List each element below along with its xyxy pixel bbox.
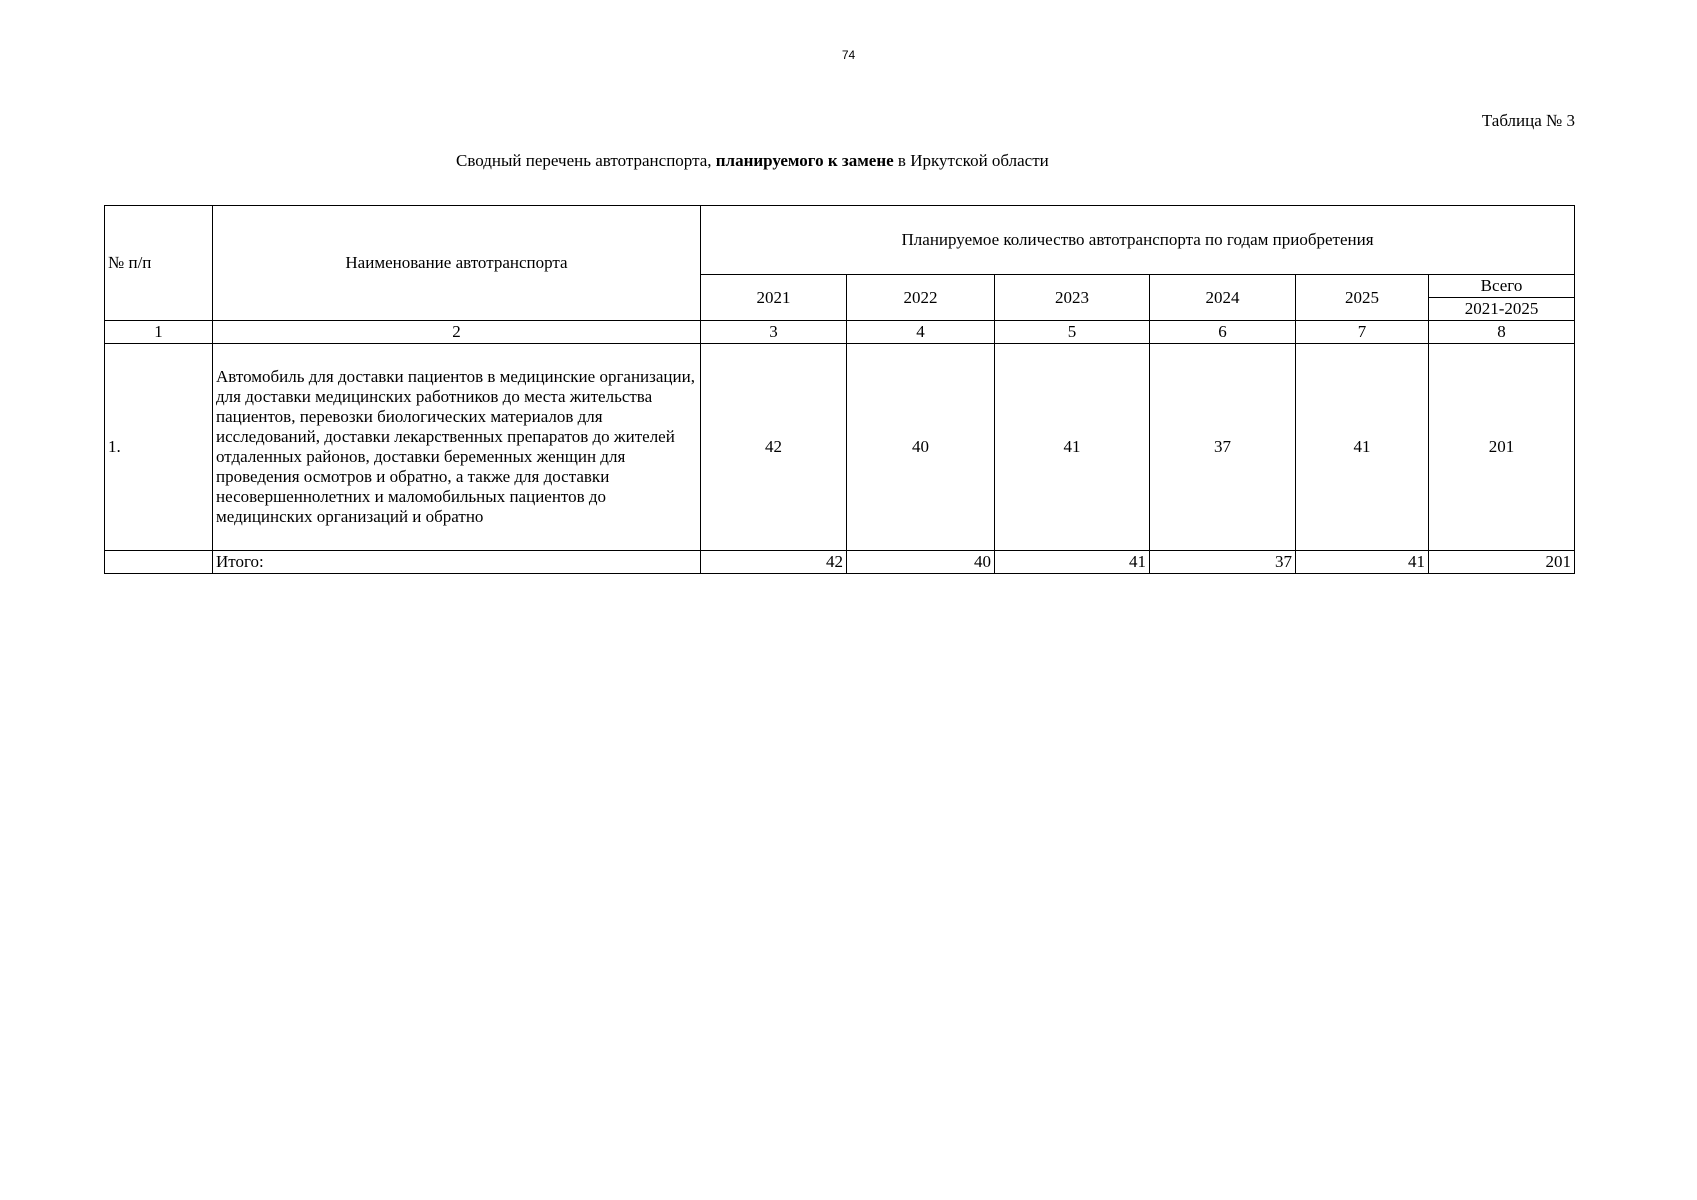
totals-value: 41 — [1296, 551, 1429, 574]
header-year: 2023 — [995, 275, 1150, 321]
vehicle-table — [104, 205, 1575, 574]
row-name: Автомобиль для доставки пациентов в медицинские организации, для доставки медицинских работников до места жительства пациентов, перевозки биологических материалов для исследований, доставки лекарственных препаратов до жителей отдаленных районов, доставки беременных женщин для проведения осмотров и обратно, а также для доставки несовершеннолетних и маломобильных пациентов до медицинских организаций и обратно — [213, 344, 701, 551]
header-num: № п/п — [105, 206, 213, 321]
page-number: 74 — [841, 48, 856, 62]
totals-value: 40 — [847, 551, 995, 574]
row-value: 41 — [995, 344, 1150, 551]
row-value: 42 — [701, 344, 847, 551]
column-number: 2 — [213, 321, 701, 344]
header-total-range: 2021-2025 — [1429, 298, 1575, 321]
column-number: 8 — [1429, 321, 1575, 344]
row-value: 41 — [1296, 344, 1429, 551]
header-year: 2024 — [1150, 275, 1296, 321]
row-total: 201 — [1429, 344, 1575, 551]
title-part-2: в Иркутской области — [893, 151, 1049, 170]
column-number: 5 — [995, 321, 1150, 344]
header-planned: Планируемое количество автотранспорта по годам приобретения — [701, 206, 1575, 275]
table-row — [105, 344, 1575, 551]
column-number: 4 — [847, 321, 995, 344]
header-total-label: Всего — [1429, 275, 1575, 298]
header-year: 2025 — [1296, 275, 1429, 321]
totals-label: Итого: — [213, 551, 701, 574]
column-number: 3 — [701, 321, 847, 344]
column-number-row — [105, 321, 1575, 344]
title-part-1: Сводный перечень автотранспорта, — [456, 151, 716, 170]
header-name: Наименование автотранспорта — [213, 206, 701, 321]
totals-grand-total: 201 — [1429, 551, 1575, 574]
column-number: 6 — [1150, 321, 1296, 344]
totals-value: 37 — [1150, 551, 1296, 574]
totals-empty-cell — [105, 551, 213, 574]
header-year: 2021 — [701, 275, 847, 321]
column-number: 1 — [105, 321, 213, 344]
column-number: 7 — [1296, 321, 1429, 344]
header-year: 2022 — [847, 275, 995, 321]
row-num: 1. — [105, 344, 213, 551]
totals-value: 42 — [701, 551, 847, 574]
totals-value: 41 — [995, 551, 1150, 574]
document-title — [456, 151, 1049, 171]
title-bold-part: планируемого к замене — [715, 151, 894, 170]
table-label: Таблица № 3 — [1481, 111, 1575, 130]
row-value: 37 — [1150, 344, 1296, 551]
row-value: 40 — [847, 344, 995, 551]
totals-row — [105, 551, 1575, 574]
header-row-1 — [105, 206, 1575, 275]
